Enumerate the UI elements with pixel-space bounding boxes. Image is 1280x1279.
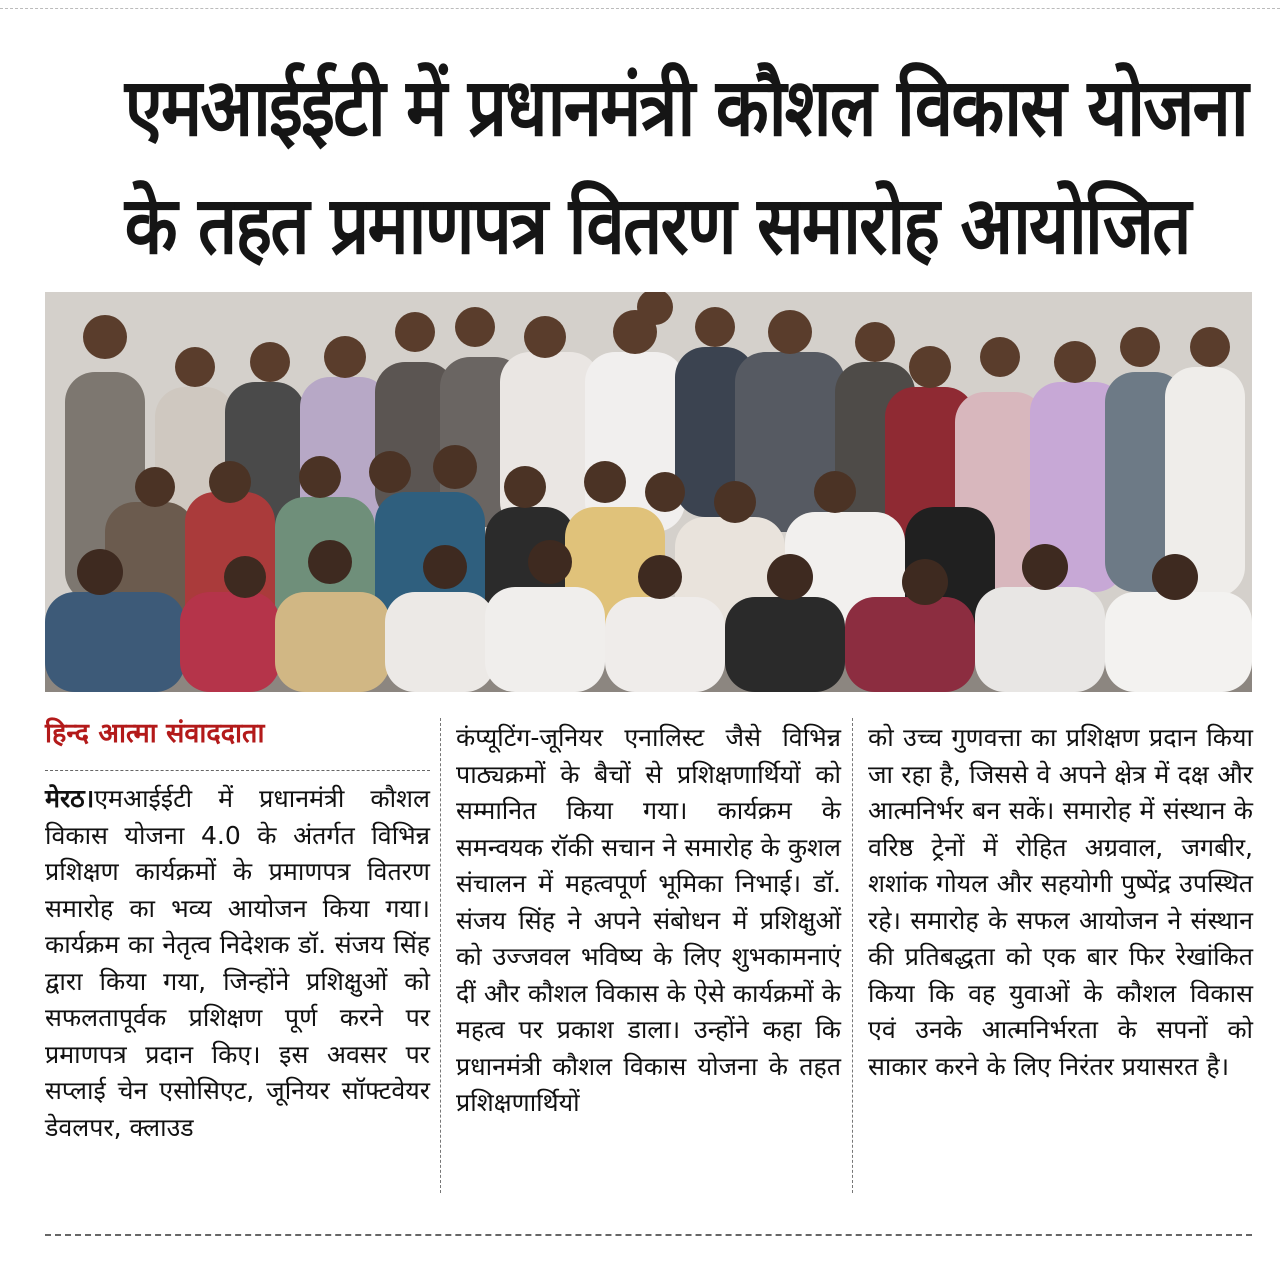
headline-line-1: एमआईईटी में प्रधानमंत्री कौशल विकास योजना — [124, 61, 1247, 154]
column-1-text — [45, 781, 430, 1146]
headline-line-2: के तहत प्रमाणपत्र वितरण समारोह आयोजित — [124, 179, 1190, 272]
column-3-body: को उच्च गुणवत्ता का प्रशिक्षण प्रदान किया जा रहा है, जिससे वे अपने क्षेत्र में दक्ष और आत्मनिर्भर बन सकें। समारोह में संस्थान के वरिष्ठ ट्रेनों में रोहित अग्रवाल, जगबीर, शशांक गोयल और सहयोगी पुष्पेंद्र उपस्थित रहे। समारोह के सफल आयोजन ने संस्थान की प्रतिबद्धता को एक बार फिर रेखांकित किया कि वह युवाओं के कौशल विकास एवं उनके आत्मनिर्भरता के सपनों को साकार करने के लिए निरंतर प्रयासरत है। — [868, 723, 1253, 1081]
article-column-3 — [868, 720, 1253, 1085]
top-dashed-rule — [0, 0, 1280, 9]
column-2-body: कंप्यूटिंग-जूनियर एनालिस्ट जैसे विभिन्न पाठ्यक्रमों के बैचों से प्रशिक्षणार्थियों को सम्मानित किया गया। कार्यक्रम के समन्वयक रॉकी सचान ने समारोह के कुशल संचालन में महत्वपूर्ण भूमिका निभाई। डॉ. संजय सिंह ने अपने संबोधन में प्रशिक्षुओं को उज्जवल भविष्य के लिए शुभकामनाएं दीं और कौशल विकास के ऐसे कार्यक्रमों के महत्व पर प्रकाश डाला। उन्होंने कहा कि प्रधानमंत्री कौशल विकास योजना के तहत प्रशिक्षणार्थियों — [456, 723, 841, 1117]
byline: हिन्द आत्मा संवाददाता — [45, 716, 430, 771]
column-divider-2 — [852, 718, 853, 1193]
column-divider-1 — [440, 718, 441, 1193]
article-column-1 — [45, 716, 430, 1146]
group-photo-illustration — [45, 292, 1252, 692]
dateline: मेरठ। — [45, 784, 95, 813]
group-photo — [45, 292, 1252, 692]
column-1-body: एमआईईटी में प्रधानमंत्री कौशल विकास योजना 4.0 के अंतर्गत विभिन्न प्रशिक्षण कार्यक्रमों के प्रमाणपत्र वितरण समारोह का भव्य आयोजन किया गया। कार्यक्रम का नेतृत्व निदेशक डॉ. संजय सिंह द्वारा किया गया, जिन्होंने प्रशिक्षुओं को सफलतापूर्वक प्रशिक्षण पूर्ण करने पर प्रमाणपत्र प्रदान किए। इस अवसर पर सप्लाई चेन एसोसिएट, जूनियर सॉफ्टवेयर डेवलपर, क्लाउड — [45, 784, 430, 1142]
article-column-2 — [456, 720, 841, 1122]
bottom-dashed-rule — [45, 1234, 1252, 1236]
